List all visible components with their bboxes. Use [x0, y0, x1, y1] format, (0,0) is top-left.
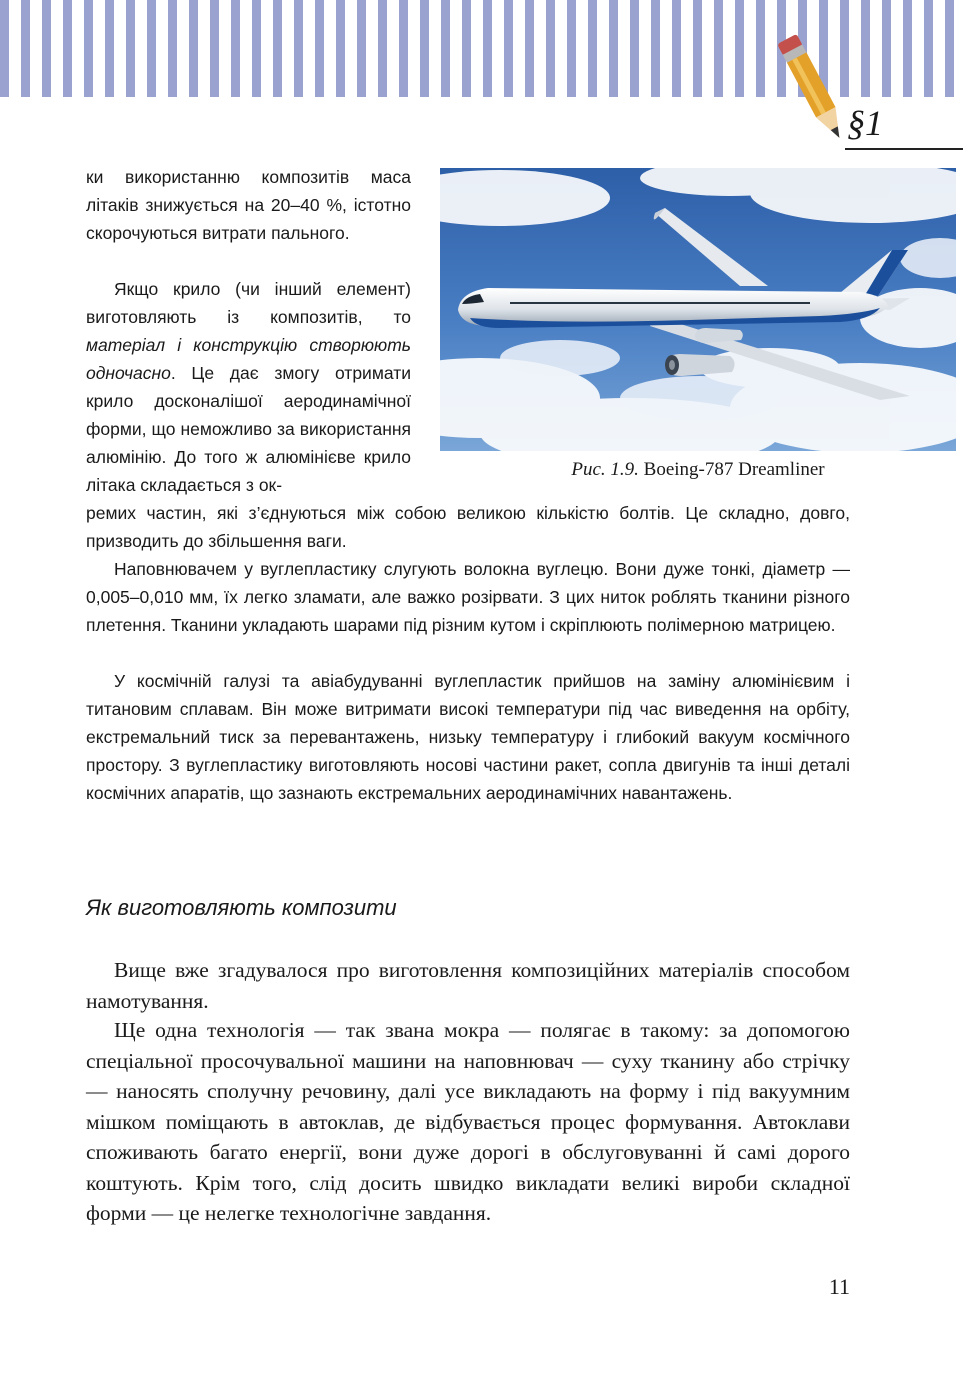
page-number: 11	[828, 1274, 850, 1299]
figure-caption	[440, 456, 956, 484]
paragraph-winding-method: Вище вже згадувалося про виготовлення композиційних матеріалів способом намотування.	[86, 958, 850, 1013]
paragraph-wing-text-before: Якщо крило (чи інший елемент) виготовляють із композитів, то	[86, 279, 411, 327]
paragraph-carbon-fibers: Наповнювачем у вуглепластику слугують волокна вуглецю. Вони дуже тонкі, діаметр — 0,005–0,010 мм, їх легко зламати, але важко розірвати. З цих ниток роблять тканини різного плетення. Тканини укладають шарами під різним кутом і скріплюють полімерною матрицею.	[86, 559, 850, 635]
paragraph-wing-italic: матеріал і конструкцію створюють одночасно	[86, 335, 411, 383]
section-marker: §1	[845, 96, 963, 150]
paragraph-wing-text-after-part1: . Це дає змогу отримати крило досконалішої аеродинамічної форми, що неможливо за використання алюмінію. До того ж алюмінієве крило літака складається з ок-	[86, 363, 411, 495]
section-heading: Як виготовляють композити	[86, 895, 397, 920]
figure-caption-text: Boeing-787 Dreamliner	[638, 459, 825, 480]
paragraph-wing-composites-end: ремих частин, які з’єднуються між собою великою кількістю болтів. Це складно, довго, призводить до збільшення ваги.	[86, 503, 850, 551]
boeing-787-photo	[440, 168, 956, 451]
figure-caption-label: Рис. 1.9.	[571, 459, 639, 480]
paragraph-space-industry: У космічній галузі та авіабудуванні вуглепластик прийшов на заміну алюмінієвим і титановим сплавам. Він може витримати високі температури під час виведення на орбіту, екстремальний тиск за перевантажень, низьку температуру і глибокий вакуум космічного простору. З вуглепластику виготовляють носові частини ракет, сопла двигунів та інші деталі космічних апаратів, що зазнають екстремальних аеродинамічних навантажень.	[86, 671, 850, 803]
paragraph-composites-weight: ки використанню композитів маса літаків знижується на 20–40 %, істотно скорочуються витрати пального.	[86, 167, 411, 243]
paragraph-wet-technology: Ще одна технологія — так звана мокра — полягає в такому: за допомогою спеціальної просочувальної машини на наповнювач — суху тканину або стрічку — наносять сполучну речовину, далі усе викладають на форму і під вакуумним мішком поміщають в автоклав, де відбувається процес формування. Автоклави споживають багато енергії, вони дуже дорогі в обслуговуванні й самі дорого коштують. Крім того, слід досить швидко викладати великі вироби складної форми — це нелегке технологічне завдання.	[86, 1018, 850, 1225]
airplane-illustration	[440, 168, 956, 451]
paragraph-wing-composites-start	[86, 275, 411, 499]
